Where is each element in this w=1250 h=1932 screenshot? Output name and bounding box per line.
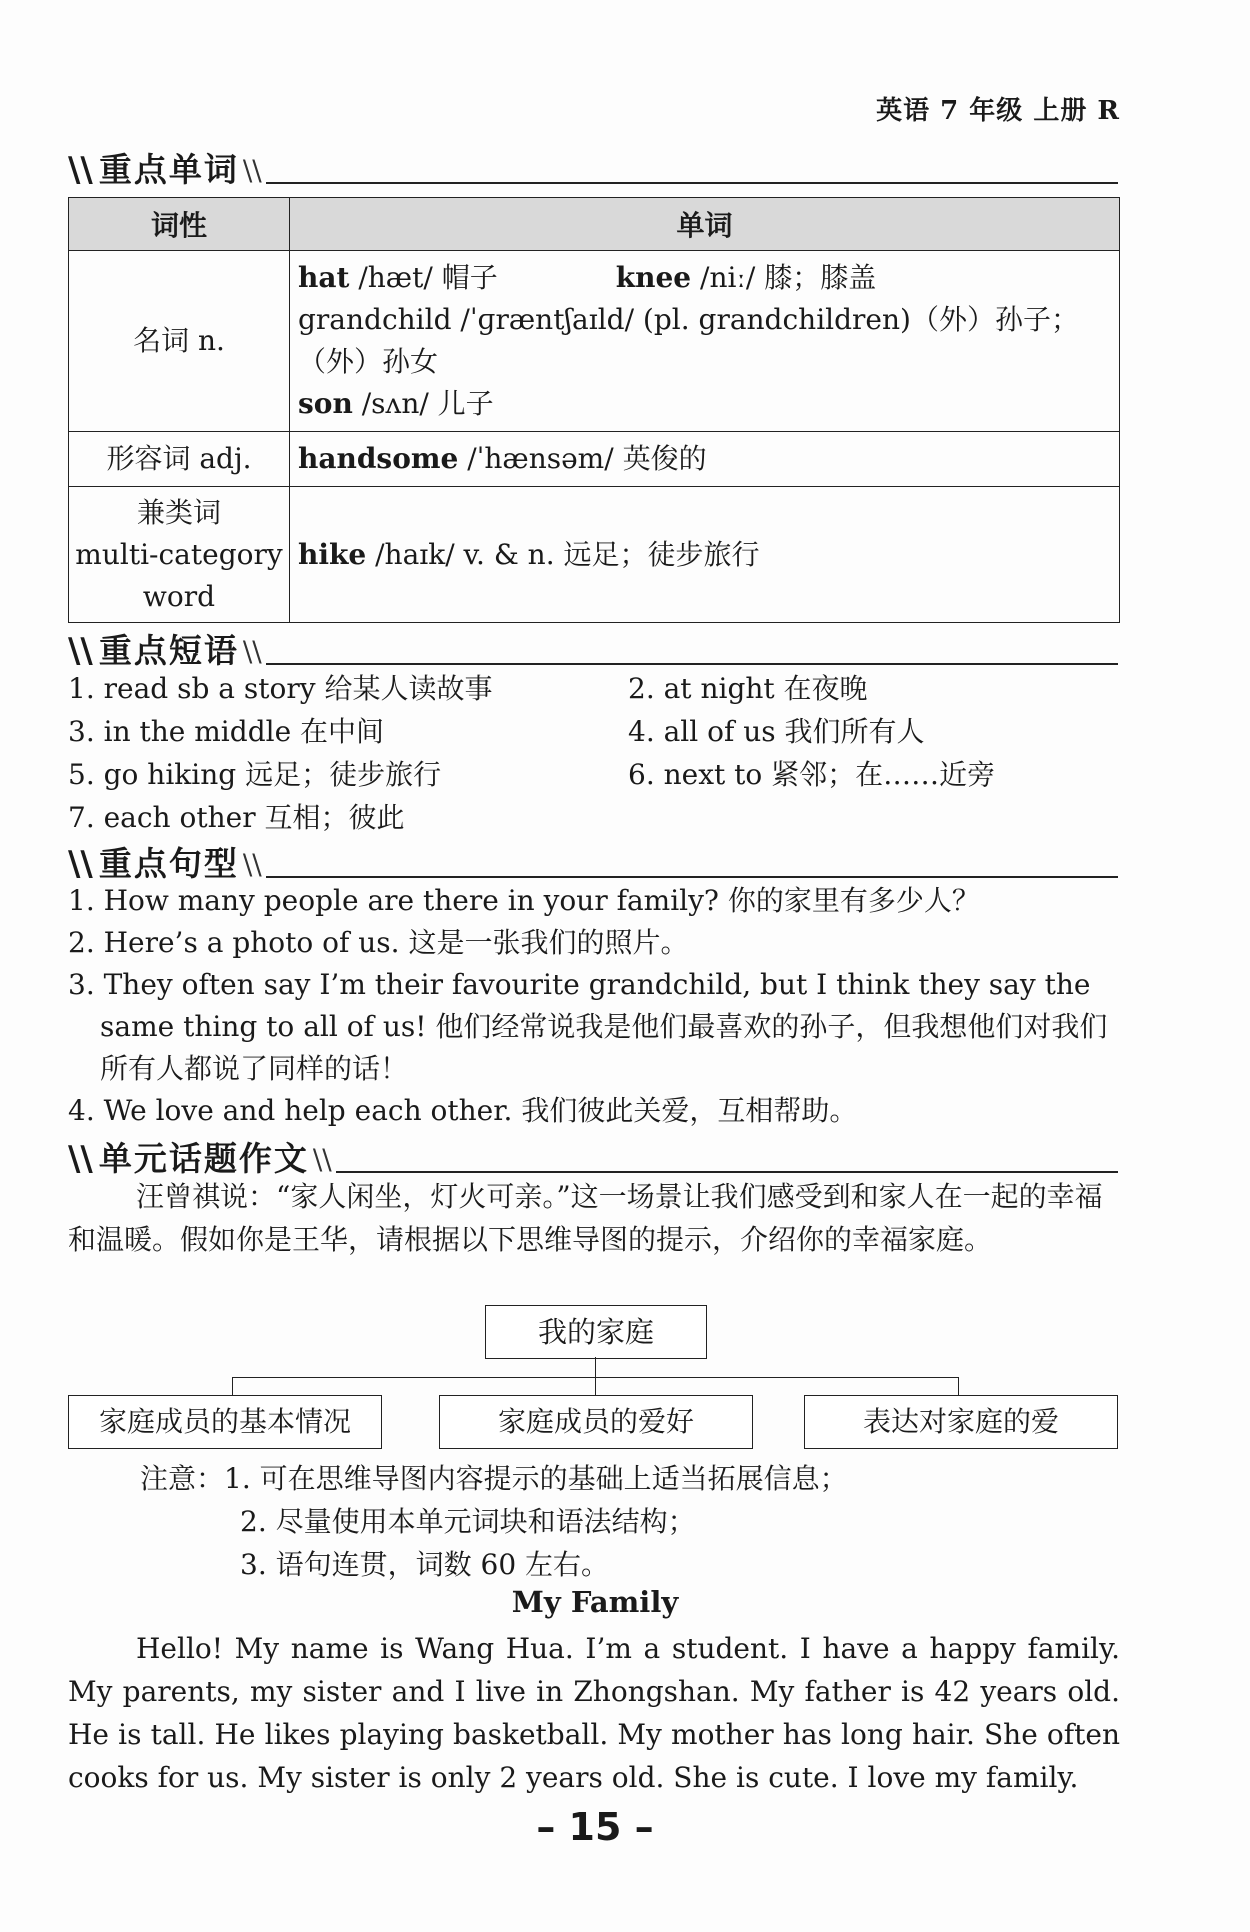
essay-prompt: 汪曾祺说：“家人闲坐，灯火可亲。”这一场景让我们感受到和家人在一起的幸福和温暖。假如你是王华，请根据以下思维导图的提示，介绍你的幸福家庭。 <box>68 1180 1103 1256</box>
essay-title: My Family <box>511 1585 679 1619</box>
section-heading-vocab <box>68 146 1118 190</box>
pos-noun: 名词 n. <box>69 251 290 432</box>
word-knee: knee <box>615 261 692 294</box>
words-noun <box>290 251 1120 432</box>
mindmap-child: 家庭成员的爱好 <box>439 1395 753 1449</box>
vocab-table <box>68 197 1120 623</box>
section-tail-icon: \\ <box>312 1143 332 1176</box>
notes-line-1 <box>140 1457 848 1500</box>
section-tail-icon: \\ <box>242 635 262 668</box>
noun-line-1 <box>298 257 1111 299</box>
section-mark-icon: \\ <box>68 1139 93 1179</box>
pos-multi-line-3: word <box>142 579 216 613</box>
section-heading-essay <box>68 1135 1118 1179</box>
word-knee-def: /niː/ 膝；膝盖 <box>691 261 877 294</box>
mindmap-child: 表达对家庭的爱 <box>804 1395 1118 1449</box>
word-handsome: handsome <box>298 442 459 475</box>
section-rule <box>266 182 1118 184</box>
sentence-list <box>68 880 1120 1132</box>
section-mark-icon: \\ <box>68 150 93 190</box>
pos-multi-line-1: 兼类词 <box>136 495 221 529</box>
mindmap-connector <box>232 1377 233 1395</box>
section-heading-phrases <box>68 627 1118 671</box>
section-mark-icon: \\ <box>68 631 93 671</box>
section-heading-sentences <box>68 840 1118 884</box>
noun-line-3 <box>298 383 1111 425</box>
book-header: 英语 7 年级 上册 R <box>876 96 1120 126</box>
list-item: 5. go hiking 远足；徒步旅行 <box>68 758 442 791</box>
word-handsome-def: /ˈhænsəm/ 英俊的 <box>458 442 707 475</box>
word-son-def: /sʌn/ 儿子 <box>352 387 494 420</box>
table-row-multi <box>69 487 1120 623</box>
notes-label: 注意： <box>140 1462 225 1495</box>
table-header-row <box>69 198 1120 251</box>
list-item: 3. in the middle 在中间 <box>68 715 385 748</box>
mindmap-connector <box>595 1377 596 1395</box>
word-son: son <box>298 387 353 420</box>
word-hike: hike <box>298 537 367 571</box>
mindmap-root: 我的家庭 <box>485 1305 707 1359</box>
mindmap-connector <box>958 1377 959 1395</box>
table-row-adj <box>69 432 1120 487</box>
list-item: 4. all of us 我们所有人 <box>628 715 925 748</box>
list-item: 4. We love and help each other. 我们彼此关爱，互相帮助。 <box>68 1094 858 1127</box>
section-title: 重点句型 <box>98 844 239 883</box>
word-hat-def: /hæt/ 帽子 <box>349 261 498 294</box>
pos-adj: 形容词 adj. <box>69 432 290 487</box>
noun-line-2: grandchild /ˈɡræntʃaɪld/ (pl. grandchildren)（外）孙子；（外）孙女 <box>298 303 1079 378</box>
list-item: 2. 尽量使用本单元词块和语法结构； <box>240 1505 696 1538</box>
page-number: – 15 – <box>536 1805 654 1849</box>
list-item: 2. Here’s a photo of us. 这是一张我们的照片。 <box>68 926 689 959</box>
list-item: 2. at night 在夜晚 <box>628 672 868 705</box>
header-pos: 词性 <box>69 198 290 251</box>
phrase-list <box>68 667 1120 839</box>
pos-multi <box>69 487 290 623</box>
list-item: 3. They often say I’m their favourite grandchild, but I think they say the same thing to all of us! 他们经常说我是他们最喜欢的孙子，但我想他们对我们所有人都说了同样的话！ <box>68 968 1108 1085</box>
words-multi <box>290 487 1120 623</box>
table-row-noun <box>69 251 1120 432</box>
pos-multi-line-2: multi-category <box>75 537 283 571</box>
section-rule <box>266 663 1118 665</box>
list-item: 3. 语句连贯，词数 60 左右。 <box>240 1548 610 1581</box>
notes <box>140 1457 848 1586</box>
section-title: 重点短语 <box>98 631 239 670</box>
essay-body: Hello! My name is Wang Hua. I’m a student. I have a happy family. My parents, my sister and I live in Zhongshan. My father is 42 years old. He is tall. He likes playing basketball. My mother has long hair. She often cooks for us. My sister is only 2 years old. She is cute. I love my family. <box>68 1632 1120 1794</box>
list-item: 1. read sb a story 给某人读故事 <box>68 672 493 705</box>
section-tail-icon: \\ <box>242 154 262 187</box>
list-item: 7. each other 互相；彼此 <box>68 801 405 834</box>
mindmap-child: 家庭成员的基本情况 <box>68 1395 382 1449</box>
header-words: 单词 <box>290 198 1120 251</box>
section-rule <box>266 876 1118 878</box>
section-title: 重点单词 <box>98 150 239 189</box>
words-adj <box>290 432 1120 487</box>
word-hike-def: /haɪk/ v. & n. 远足；徒步旅行 <box>366 537 760 571</box>
section-mark-icon: \\ <box>68 844 93 884</box>
word-hat: hat <box>298 261 350 294</box>
list-item: 1. 可在思维导图内容提示的基础上适当拓展信息； <box>224 1462 848 1495</box>
mindmap-connector <box>595 1357 596 1377</box>
section-tail-icon: \\ <box>242 848 262 881</box>
section-rule <box>336 1171 1118 1173</box>
list-item: 6. next to 紧邻；在……近旁 <box>628 758 996 791</box>
section-title: 单元话题作文 <box>98 1139 309 1178</box>
list-item: 1. How many people are there in your family? 你的家里有多少人？ <box>68 884 980 917</box>
